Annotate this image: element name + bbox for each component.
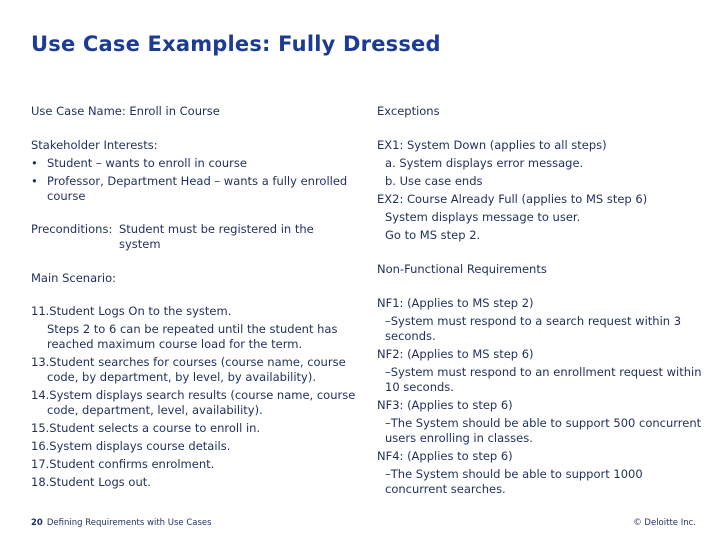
exception-ex1: EX1: System Down (applies to all steps) <box>377 138 607 152</box>
scenario-step: 13.Student searches for courses (course name, course code, by department, by level, by availability). <box>31 355 346 384</box>
nf3-description: –The System should be able to support 500 concurrent users enrolling in classes. <box>385 416 702 445</box>
scenario-step: 17.Student confirms enrolment. <box>31 457 215 471</box>
exception-ex1-a: a. System displays error message. <box>385 156 584 170</box>
scenario-step: 15.Student selects a course to enroll in. <box>31 421 261 435</box>
nf1-description: –System must respond to a search request within 3 seconds. <box>385 314 682 343</box>
nf2-label: NF2: (Applies to MS step 6) <box>377 347 534 361</box>
scenario-step: 16.System displays course details. <box>31 439 231 453</box>
stakeholder-heading: Stakeholder Interests: <box>31 138 158 152</box>
nf3-label: NF3: (Applies to step 6) <box>377 398 513 412</box>
right-column <box>377 104 707 497</box>
scenario-step: 11.Student Logs On to the system. <box>31 304 232 318</box>
exception-ex2-a: System displays message to user. <box>385 210 581 224</box>
exception-ex2: EX2: Course Already Full (applies to MS step 6) <box>377 192 648 206</box>
scenario-note: Steps 2 to 6 can be repeated until the student has reached maximum course load for the term. <box>47 322 338 351</box>
slide-title: Use Case Examples: Fully Dressed <box>31 32 441 56</box>
nf4-label: NF4: (Applies to step 6) <box>377 449 513 463</box>
footer-title: Defining Requirements with Use Cases <box>46 518 212 528</box>
scenario-step: 18.Student Logs out. <box>31 475 151 489</box>
page-number: 20 <box>31 518 43 528</box>
bullet-icon: • <box>31 156 38 170</box>
nf2-description: –System must respond to an enrollment request within 10 seconds. <box>385 365 702 394</box>
footer-left <box>31 518 212 528</box>
exceptions-heading: Exceptions <box>377 104 440 118</box>
bullet-icon: • <box>31 174 38 188</box>
preconditions <box>31 222 361 252</box>
exception-ex2-b: Go to MS step 2. <box>385 228 481 242</box>
preconditions-label: Preconditions: <box>31 222 113 236</box>
exception-ex1-b: b. Use case ends <box>385 174 483 188</box>
stakeholder-item: • Student – wants to enroll in course <box>31 156 247 170</box>
left-column <box>31 104 361 490</box>
main-scenario-heading: Main Scenario: <box>31 271 116 285</box>
footer-copyright: © Deloitte Inc. <box>633 518 696 528</box>
nf4-description: –The System should be able to support 1000 concurrent searches. <box>385 467 643 496</box>
nfr-heading: Non-Functional Requirements <box>377 262 547 276</box>
use-case-name: Use Case Name: Enroll in Course <box>31 104 220 118</box>
nf1-label: NF1: (Applies to MS step 2) <box>377 296 534 310</box>
scenario-step: 14.System displays search results (course name, course code, department, level, availability). <box>31 388 356 417</box>
preconditions-value: Student must be registered in the system <box>119 222 314 251</box>
stakeholder-item: • Professor, Department Head – wants a fully enrolled course <box>31 174 348 203</box>
